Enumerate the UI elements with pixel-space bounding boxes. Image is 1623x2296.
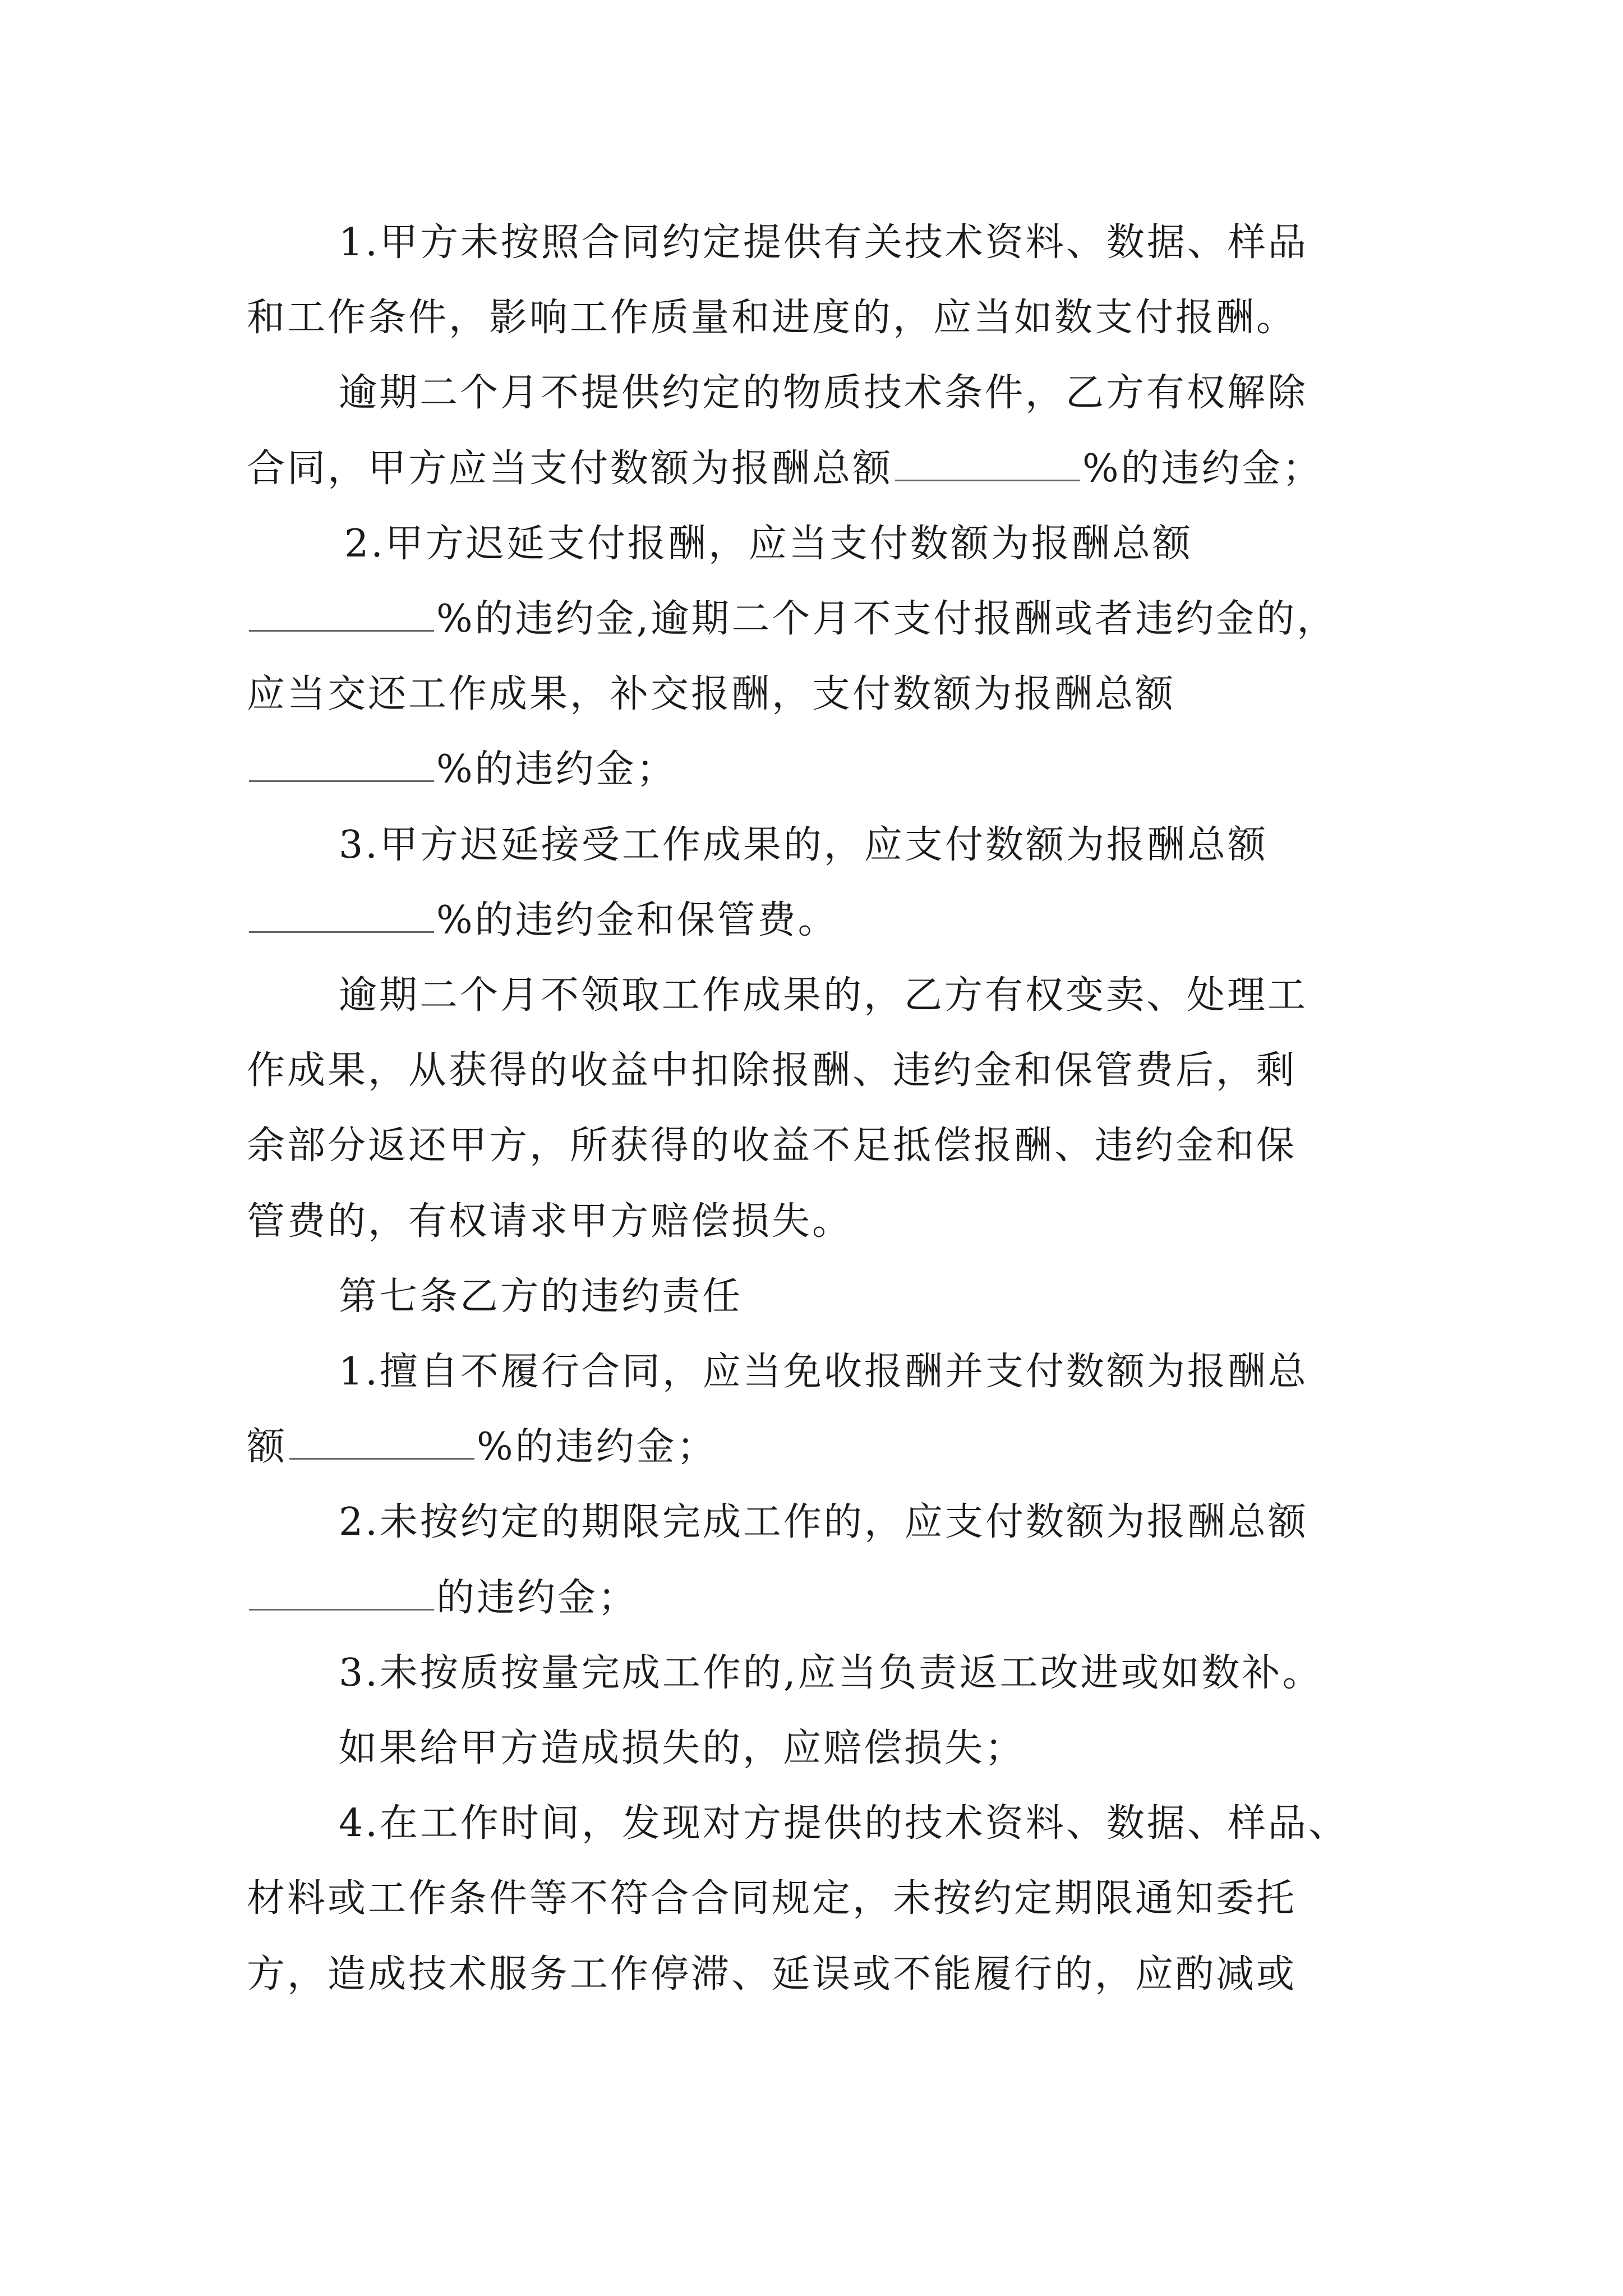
text-run: 方，造成技术服务工作停滞、延误或不能履行的，应酌减或 (247, 1952, 1297, 1996)
paragraph-line (339, 970, 1380, 1021)
fill-in-blank (249, 1575, 434, 1611)
text-run: 余部分返还甲方，所获得的收益不足抵偿报酬、违约金和保 (247, 1124, 1297, 1168)
text-run: %的违约金,逾期二个月不支付报酬或者违约金的， (436, 597, 1338, 641)
text-run: 合同，甲方应当支付数额为报酬总额 (247, 447, 893, 491)
paragraph-line (339, 368, 1380, 418)
paragraph-line (339, 218, 1380, 268)
text-run: 2.未按约定的期限完成工作的，应支付数额为报酬总额 (339, 1500, 1308, 1544)
fill-in-blank (289, 1424, 474, 1460)
paragraph-line (247, 1874, 1380, 1924)
paragraph-line (247, 895, 1380, 946)
paragraph-line (247, 1573, 1380, 1623)
text-run: 逾期二个月不提供约定的物质技术条件，乙方有权解除 (339, 371, 1308, 415)
text-run: 作成果，从获得的收益中扣除报酬、违约金和保管费后，剩 (247, 1048, 1297, 1093)
paragraph-line (339, 1347, 1380, 1397)
text-run: 4.在工作时间，发现对方提供的技术资料、数据、样品、 (339, 1801, 1349, 1846)
paragraph-line (247, 669, 1380, 720)
text-run: 如果给甲方造成损失的，应赔偿损失； (339, 1726, 1026, 1770)
text-run: 管费的，有权请求甲方赔偿损失。 (247, 1199, 853, 1244)
paragraph-line (339, 1648, 1380, 1699)
text-run: 3.未按质按量完成工作的,应当负责返工改进或如数补。 (339, 1651, 1323, 1695)
fill-in-blank (249, 596, 434, 632)
paragraph-line (247, 1046, 1380, 1096)
paragraph-line (247, 293, 1380, 343)
text-run: 额 (247, 1425, 288, 1469)
paragraph-line (247, 1949, 1380, 2000)
fill-in-blank (249, 898, 434, 933)
paragraph-line (339, 820, 1380, 871)
text-run: 应当交还工作成果，补交报酬，支付数额为报酬总额 (247, 672, 1176, 716)
text-run: %的违约金； (477, 1425, 717, 1469)
paragraph-line (247, 1422, 1380, 1473)
fill-in-blank (249, 747, 434, 782)
text-run: 材料或工作条件等不符合合同规定，未按约定期限通知委托 (247, 1876, 1297, 1921)
paragraph-line (247, 444, 1380, 494)
text-run: %的违约金和保管费。 (436, 898, 838, 942)
text-run: 1.擅自不履行合同，应当免收报酬并支付数额为报酬总 (339, 1350, 1308, 1394)
text-run: 逾期二个月不领取工作成果的，乙方有权变卖、处理工 (339, 973, 1308, 1018)
paragraph-line (339, 1798, 1380, 1849)
fill-in-blank (895, 446, 1080, 481)
text-run: 2.甲方迟延支付报酬，应当支付数额为报酬总额 (344, 522, 1193, 566)
paragraph-line (247, 1197, 1380, 1247)
paragraph-line (247, 1121, 1380, 1171)
paragraph-line (247, 594, 1380, 645)
text-run: %的违约金； (1082, 447, 1323, 491)
text-run: 和工作条件，影响工作质量和进度的，应当如数支付报酬。 (247, 296, 1297, 340)
text-run: 3.甲方迟延接受工作成果的，应支付数额为报酬总额 (339, 823, 1268, 867)
paragraph-line (339, 1497, 1380, 1548)
text-run: 1.甲方未按照合同约定提供有关技术资料、数据、样品 (339, 220, 1308, 265)
text-run: 的违约金； (436, 1576, 639, 1620)
text-run: %的违约金； (436, 747, 677, 792)
section-heading (339, 1272, 1380, 1322)
paragraph-line (344, 519, 1380, 569)
text-run: 第七条乙方的违约责任 (339, 1274, 743, 1319)
paragraph-line (339, 1723, 1380, 1774)
paragraph-line (247, 744, 1380, 795)
